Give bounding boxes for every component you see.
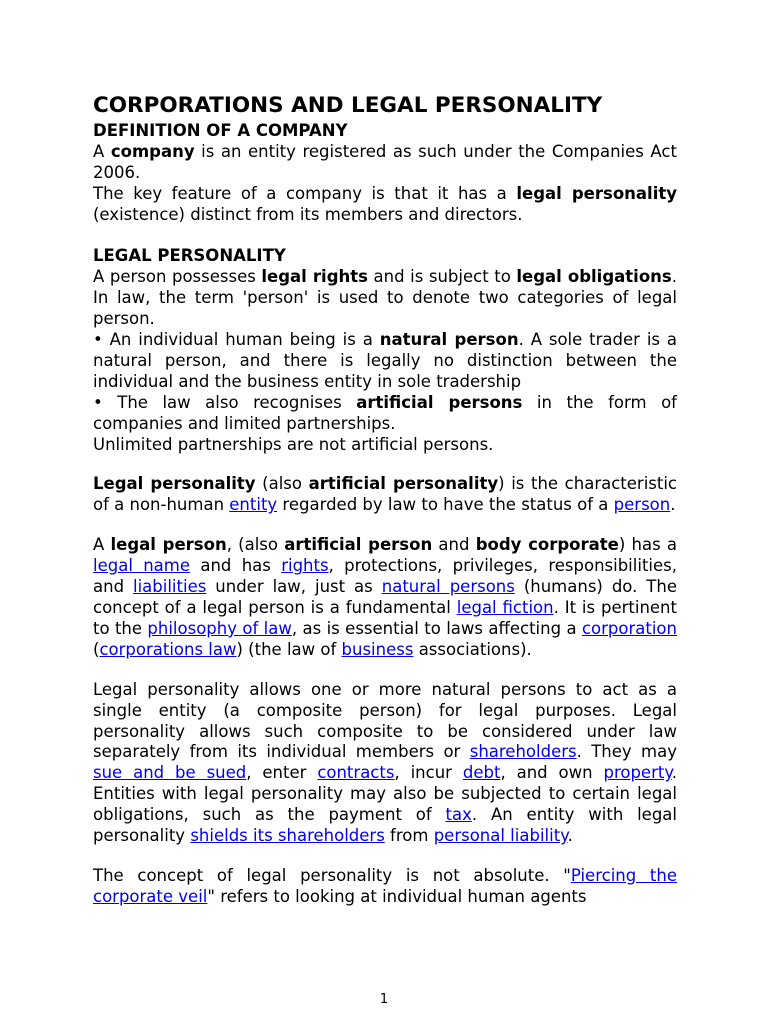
bold-term: artificial persons bbox=[356, 392, 523, 412]
bold-term: legal obligations bbox=[516, 267, 672, 287]
bullet-artificial-persons: • The law also recognises artificial persons in the form of companies and limited partnerships. bbox=[93, 392, 677, 433]
paragraph-rights-obligations: A person possesses legal rights and is subject to legal obligations. In law, the term 'person' is used to denote two categories of legal person. bbox=[93, 267, 677, 329]
paragraph-key-feature: The key feature of a company is that it has a legal personality (existence) distinct from its members and directors. bbox=[93, 183, 677, 224]
paragraph-legal-person: A legal person, (also artificial person and body corporate) has a legal name and has rights, protections, privileges, responsibilities, and liabilities under law, just as natural persons (humans) do. The concept of a legal person is a fundamental legal fiction. It is pertinent to the philosophy of law, as is essential to laws affecting a corporation (corporations law) (the law of business associations). bbox=[93, 535, 677, 659]
link-sue-and-be-sued[interactable]: sue and be sued bbox=[93, 763, 247, 783]
link-person[interactable]: person bbox=[613, 495, 671, 515]
paragraph-unlimited-partnerships: Unlimited partnerships are not artificial persons. bbox=[93, 434, 494, 454]
paragraph-composite-person: Legal personality allows one or more natural persons to act as a single entity (a composite person) for legal purposes. Legal personality allows such composite to be considered under law separately from its individual members or shareholders. They may sue and be sued, enter contracts, incur debt, and own property. Entities with legal personality may also be subjected to certain legal obligations, such as the payment of tax. An entity with legal personality shields its shareholders from personal liability. bbox=[93, 679, 678, 846]
section-heading-legal-personality: LEGAL PERSONALITY bbox=[93, 246, 286, 266]
paragraph-company-definition: A company is an entity registered as such under the Companies Act 2006. bbox=[93, 141, 677, 182]
bold-term: company bbox=[110, 141, 195, 161]
link-contracts[interactable]: contracts bbox=[317, 763, 395, 783]
link-personal-liability[interactable]: personal liability bbox=[433, 826, 568, 846]
link-tax[interactable]: tax bbox=[445, 805, 472, 825]
link-entity[interactable]: entity bbox=[229, 495, 278, 515]
page-title: CORPORATIONS AND LEGAL PERSONALITY bbox=[93, 93, 603, 118]
link-philosophy-of-law[interactable]: philosophy of law bbox=[147, 618, 292, 638]
link-corporations-law[interactable]: corporations law bbox=[99, 639, 237, 659]
bold-term: legal personality bbox=[516, 183, 677, 203]
link-debt[interactable]: debt bbox=[462, 763, 501, 783]
document-body bbox=[93, 91, 677, 908]
link-legal-name[interactable]: legal name bbox=[93, 556, 191, 576]
link-shareholders[interactable]: shareholders bbox=[469, 742, 577, 762]
link-piercing-the-corporate-veil[interactable]: Piercing the corporate veil bbox=[93, 865, 677, 906]
link-property[interactable]: property bbox=[603, 763, 672, 783]
bold-term: natural person bbox=[379, 330, 519, 350]
bold-term: legal rights bbox=[261, 267, 368, 287]
paragraph-corporate-veil: The concept of legal personality is not absolute. "Piercing the corporate veil" refers to looking at individual human agents bbox=[93, 865, 677, 906]
link-legal-fiction[interactable]: legal fiction bbox=[456, 598, 554, 618]
link-shields-its-shareholders[interactable]: shields its shareholders bbox=[190, 826, 385, 846]
link-corporation[interactable]: corporation bbox=[581, 618, 677, 638]
page-number: 1 bbox=[379, 992, 389, 1007]
link-liabilities[interactable]: liabilities bbox=[133, 577, 207, 597]
bullet-natural-person: • An individual human being is a natural person. A sole trader is a natural person, and there is legally no distinction between the individual and the business entity in sole tradership bbox=[93, 330, 677, 391]
section-heading-definition: DEFINITION OF A COMPANY bbox=[93, 121, 348, 140]
link-business[interactable]: business bbox=[341, 639, 414, 659]
link-rights[interactable]: rights bbox=[281, 556, 329, 576]
paragraph-legal-personality-definition: Legal personality (also artificial personality) is the characteristic of a non-human entity regarded by law to have the status of a person. bbox=[93, 474, 677, 515]
link-natural-persons[interactable]: natural persons bbox=[381, 577, 515, 597]
